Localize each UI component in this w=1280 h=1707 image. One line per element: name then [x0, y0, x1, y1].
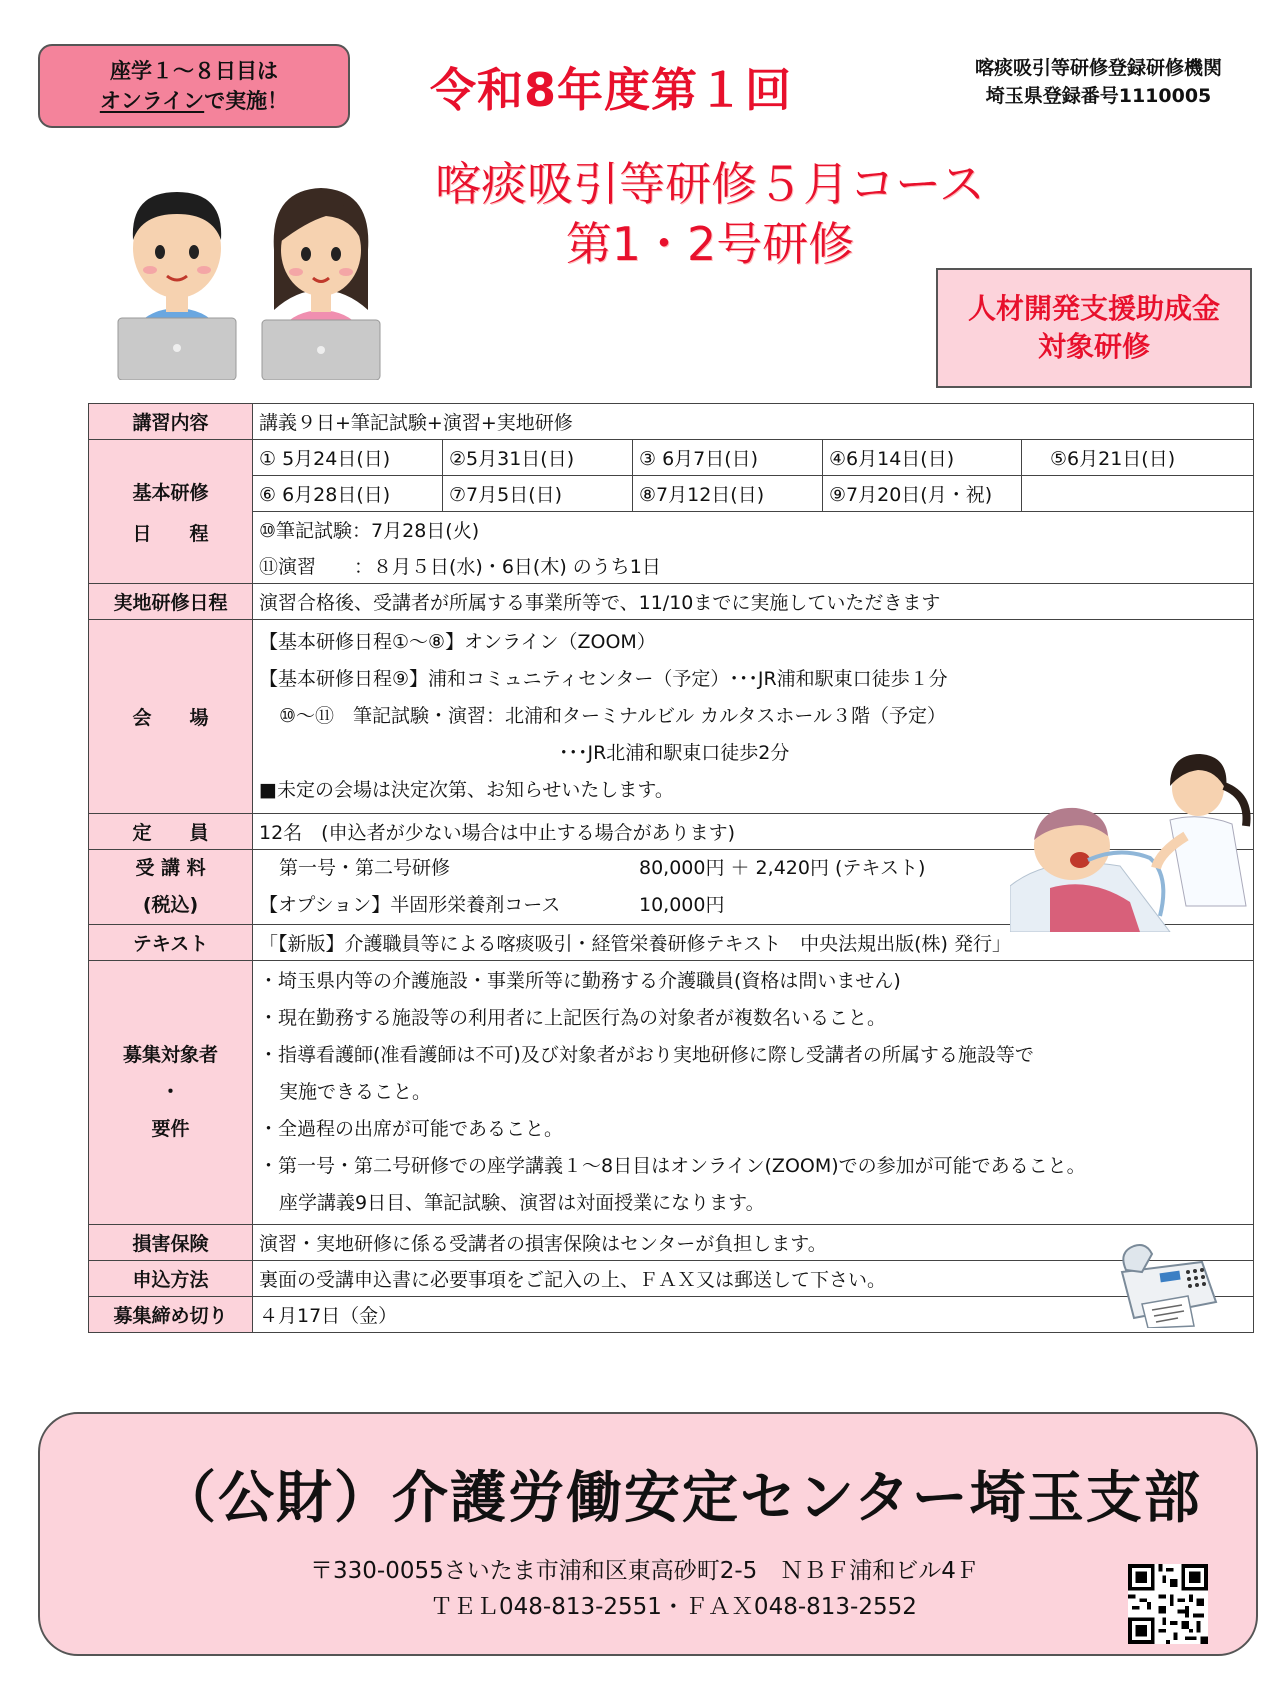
- label-target-line1: 募集対象者: [122, 1044, 218, 1066]
- phone-fax: ＴＥＬ048-813-2551・ＦＡＸ048-813-2552: [430, 1594, 917, 1620]
- table-row-basic-days1: [89, 440, 1254, 476]
- label-basic-line1: 基本研修: [132, 481, 209, 504]
- label-apply: 申込方法: [89, 1261, 253, 1297]
- course-title-line1: 喀痰吸引等研修５月コース: [435, 157, 985, 211]
- table-row-insurance: [89, 1225, 1254, 1261]
- venue-line3: ⑩～⑪ 筆記試験・演習：北浦和ターミナルビル カルタスホール３階（予定）: [279, 705, 946, 727]
- fax-machine-icon: [1112, 1232, 1220, 1328]
- fee-row1-name: 第一号・第二号研修: [279, 857, 451, 879]
- man-laptop-icon: [112, 170, 242, 380]
- value-exam: ⑩筆記試験：7月28日(火): [253, 512, 1254, 548]
- organization-name: （公財）介護労働安定センター埼玉支部: [160, 1466, 1202, 1531]
- badge-line2: [100, 86, 288, 116]
- label-text: テキスト: [89, 925, 253, 961]
- target-line6: ・第一号・第二号研修での座学講義１～8日目はオンライン(ZOOM)での参加が可能であること。: [259, 1155, 1086, 1177]
- course-title: [330, 154, 1090, 274]
- table-row-exam: [89, 512, 1254, 548]
- subsidy-box: [936, 268, 1252, 388]
- label-fee-line1: 受 講 料: [135, 857, 206, 879]
- org-reg-line1: 喀痰吸引等研修登録研修機関: [974, 57, 1222, 79]
- table-row-target: [89, 961, 1254, 1225]
- table-row-practice: [89, 548, 1254, 584]
- target-line1: ・埼玉県内等の介護施設・事業所等に勤務する介護職員(資格は問いません): [259, 970, 901, 992]
- day-2: ②5月31日(日): [443, 440, 633, 476]
- target-line5: ・全過程の出席が可能であること。: [259, 1118, 564, 1140]
- badge-rest-text: で実施！: [204, 89, 289, 113]
- label-target-line2: ・: [160, 1081, 180, 1103]
- online-badge: [38, 44, 350, 128]
- label-fee-line2: (税込): [142, 894, 199, 916]
- value-deadline: ４月17日（金）: [253, 1297, 1254, 1333]
- day-4: ④6月14日(日): [823, 440, 1022, 476]
- label-content: 講習内容: [89, 404, 253, 440]
- address: 〒330-0055さいたま市浦和区東高砂町2-5 ＮＢＦ浦和ビル4Ｆ: [310, 1558, 979, 1584]
- value-insurance: 演習・実地研修に係る受講者の損害保険はセンターが負担します。: [253, 1225, 1254, 1261]
- day-6: ⑥ 6月28日(日): [253, 476, 443, 512]
- day-1: ① 5月24日(日): [253, 440, 443, 476]
- qr-code-icon[interactable]: [1128, 1564, 1208, 1644]
- day-3: ③ 6月7日(日): [633, 440, 823, 476]
- table-row-content: [89, 404, 1254, 440]
- venue-line1: 【基本研修日程①～⑧】オンライン（ZOOM）: [259, 631, 656, 653]
- course-title-line2: 第1・2号研修: [565, 217, 855, 271]
- label-target: [89, 961, 253, 1225]
- table-row-deadline: [89, 1297, 1254, 1333]
- target-line7: 座学講義9日目、筆記試験、演習は対面授業になります。: [279, 1192, 765, 1214]
- venue-line2: 【基本研修日程⑨】浦和コミュニティセンター（予定）･･･JR浦和駅東口徒歩１分: [259, 668, 948, 690]
- table-row-apply: [89, 1261, 1254, 1297]
- venue-line4: ･･･JR北浦和駅東口徒歩2分: [559, 742, 790, 764]
- organization-registration: [975, 54, 1222, 110]
- table-row-field: [89, 584, 1254, 620]
- target-line3: ・指導看護師(准看護師は不可)及び対象者がおり実地研修に際し受講者の所属する施設等で: [259, 1044, 1034, 1066]
- badge-online-text: オンライン: [99, 89, 205, 113]
- value-field: 演習合格後、受講者が所属する事業所等で、11/10までに実施していただきます: [253, 584, 1254, 620]
- fee-row2-price: 10,000円: [639, 894, 725, 916]
- org-reg-line2: 埼玉県登録番号1110005: [985, 85, 1212, 107]
- value-content: 講義９日+筆記試験+演習+実地研修: [253, 404, 1254, 440]
- fee-row1-price: 80,000円 ＋ 2,420円 (テキスト): [639, 857, 926, 879]
- value-target: [253, 961, 1254, 1225]
- main-title: 令和8年度第１回: [430, 63, 793, 117]
- footer-box: [38, 1412, 1258, 1656]
- day-7: ⑦7月5日(日): [443, 476, 633, 512]
- badge-line1: 座学１～８日目は: [110, 59, 278, 83]
- target-line2: ・現在勤務する施設等の利用者に上記医行為の対象者が複数名いること。: [259, 1007, 887, 1029]
- value-capacity: 12名 (申込者が少ない場合は中止する場合があります): [253, 814, 1254, 850]
- value-text: 「【新版】介護職員等による喀痰吸引・経管栄養研修テキスト 中央法規出版(株) 発行」: [253, 925, 1254, 961]
- label-insurance: 損害保険: [89, 1225, 253, 1261]
- day-9: ⑨7月20日(月・祝): [823, 476, 1022, 512]
- venue-line5: ■未定の会場は決定次第、お知らせいたします。: [259, 779, 674, 801]
- subsidy-line2: 対象研修: [1037, 330, 1150, 363]
- subsidy-line1: 人材開発支援助成金: [967, 292, 1220, 325]
- label-target-line3: 要件: [151, 1118, 190, 1140]
- day-5: ⑤6月21日(日): [1022, 440, 1254, 476]
- value-practice: ⑪演習 ：８月５日(水)・6日(木) のうち1日: [253, 548, 1254, 584]
- label-basic-line2: 日 程: [132, 522, 209, 545]
- fee-row2-name: 【オプション】半固形栄養剤コース: [259, 894, 561, 916]
- label-capacity: 定 員: [89, 814, 253, 850]
- target-line4: 実施できること。: [279, 1081, 432, 1103]
- nurse-suction-icon: [1010, 736, 1270, 932]
- value-apply: 裏面の受講申込書に必要事項をご記入の上、ＦＡＸ又は郵送して下さい。: [253, 1261, 1254, 1297]
- table-row-basic-days2: [89, 476, 1254, 512]
- day-8: ⑧7月12日(日): [633, 476, 823, 512]
- label-fee: [89, 850, 253, 925]
- label-basic-schedule: [89, 440, 253, 584]
- label-field: 実地研修日程: [89, 584, 253, 620]
- day-empty: [1022, 476, 1254, 512]
- label-venue: 会 場: [89, 620, 253, 814]
- label-deadline: 募集締め切り: [89, 1297, 253, 1333]
- woman-laptop-icon: [256, 170, 386, 380]
